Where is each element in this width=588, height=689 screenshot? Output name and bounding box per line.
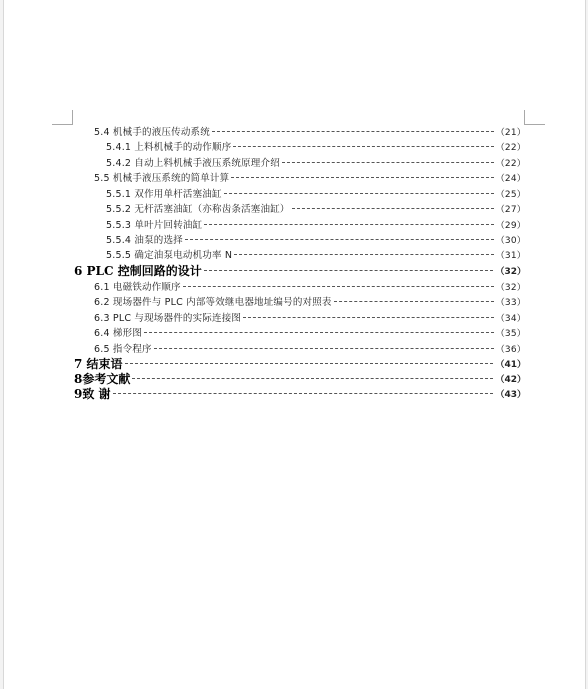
- toc-entry-title: 6 PLC 控制回路的设计: [74, 263, 202, 277]
- toc-entry: [94, 310, 526, 324]
- toc-entry: [106, 186, 526, 200]
- toc-page-number: （22）: [495, 142, 526, 153]
- toc-leader: [125, 362, 494, 364]
- toc-entry-title: 5.5.4 油泵的选择: [106, 235, 183, 246]
- toc-page-number: （36）: [495, 344, 526, 355]
- toc-leader: [204, 223, 493, 225]
- toc-chapter-entry: [74, 371, 526, 385]
- toc-leader: [243, 316, 494, 318]
- toc-leader: [204, 269, 494, 271]
- toc-page-number: （27）: [495, 204, 526, 215]
- toc-entry-title: 5.5.2 无杆活塞油缸（亦称齿条活塞油缸）: [106, 204, 290, 215]
- toc-entry: [94, 294, 526, 308]
- toc-page-number: （43）: [495, 389, 526, 400]
- toc-page-number: （32）: [495, 282, 526, 293]
- toc-leader: [113, 392, 494, 394]
- toc-page-number: （29）: [495, 220, 526, 231]
- toc-page-number: （25）: [495, 189, 526, 200]
- toc-chapter-entry: [74, 263, 526, 277]
- toc-leader: [292, 207, 494, 209]
- toc-page-number: （30）: [495, 235, 526, 246]
- toc-page-number: （34）: [495, 313, 526, 324]
- toc-page-number: （24）: [495, 173, 526, 184]
- toc-leader: [234, 253, 494, 255]
- toc-leader: [231, 176, 493, 178]
- toc-entry: [94, 279, 526, 293]
- toc-leader: [144, 331, 494, 333]
- toc-chapter-entry: [74, 356, 526, 370]
- toc-entry: [94, 341, 526, 355]
- toc-entry-title: 6.3 PLC 与现场器件的实际连接图: [94, 313, 242, 324]
- toc-entry-title: 6.1 电磁铁动作顺序: [94, 282, 181, 293]
- toc-page-number: （32）: [495, 266, 526, 277]
- crop-mark-top-left: [52, 110, 73, 125]
- toc-leader: [334, 300, 494, 302]
- toc-leader: [212, 130, 494, 132]
- toc-entry-title: 5.5.1 双作用单杆活塞油缸: [106, 189, 222, 200]
- toc-entry: [106, 232, 526, 246]
- toc-entry-title: 6.2 现场器件与 PLC 内部等效继电器地址编号的对照表: [94, 297, 332, 308]
- toc-page-number: （22）: [495, 158, 526, 169]
- toc-page-number: （31）: [495, 250, 526, 261]
- toc-entry: [106, 155, 526, 169]
- toc-entry-title: 5.5 机械手液压系统的简单计算: [94, 173, 230, 184]
- toc-entry: [106, 139, 526, 153]
- toc-entry-title: 5.4.2 自动上料机械手液压系统原理介绍: [106, 158, 280, 169]
- toc-leader: [233, 145, 493, 147]
- toc-entry: [94, 325, 526, 339]
- toc-chapter-entry: [74, 386, 526, 400]
- toc-entry-title: 5.5.5 确定油泵电动机功率 N: [106, 250, 233, 261]
- toc-page-number: （21）: [495, 127, 526, 138]
- toc-entry: [106, 217, 526, 231]
- document-page: [3, 0, 586, 689]
- toc-entry-title: 5.4.1 上料机械手的动作顺序: [106, 142, 232, 153]
- toc-leader: [224, 192, 494, 194]
- toc-page-number: （33）: [495, 297, 526, 308]
- toc-page-number: （35）: [495, 328, 526, 339]
- toc-page-number: （42）: [495, 374, 526, 385]
- toc-entry-title: 8参考文献: [74, 371, 131, 385]
- toc-entry-title: 9致 谢: [74, 386, 111, 400]
- toc-entry-title: 7 结束语: [74, 356, 123, 370]
- crop-mark-top-right: [524, 110, 545, 125]
- toc-entry: [94, 170, 526, 184]
- toc-leader: [282, 161, 494, 163]
- toc-entry-title: 6.4 梯形图: [94, 328, 143, 339]
- toc-page-number: （41）: [495, 359, 526, 370]
- toc-entry: [94, 124, 526, 138]
- toc-entry: [106, 247, 526, 261]
- toc-entry-title: 5.4 机械手的液压传动系统: [94, 127, 210, 138]
- toc-leader: [132, 377, 493, 379]
- toc-entry-title: 6.5 指令程序: [94, 344, 152, 355]
- toc-leader: [183, 285, 494, 287]
- toc-entry: [106, 201, 526, 215]
- toc-entry-title: 5.5.3 单叶片回转油缸: [106, 220, 203, 231]
- toc-leader: [154, 347, 494, 349]
- toc-leader: [185, 238, 494, 240]
